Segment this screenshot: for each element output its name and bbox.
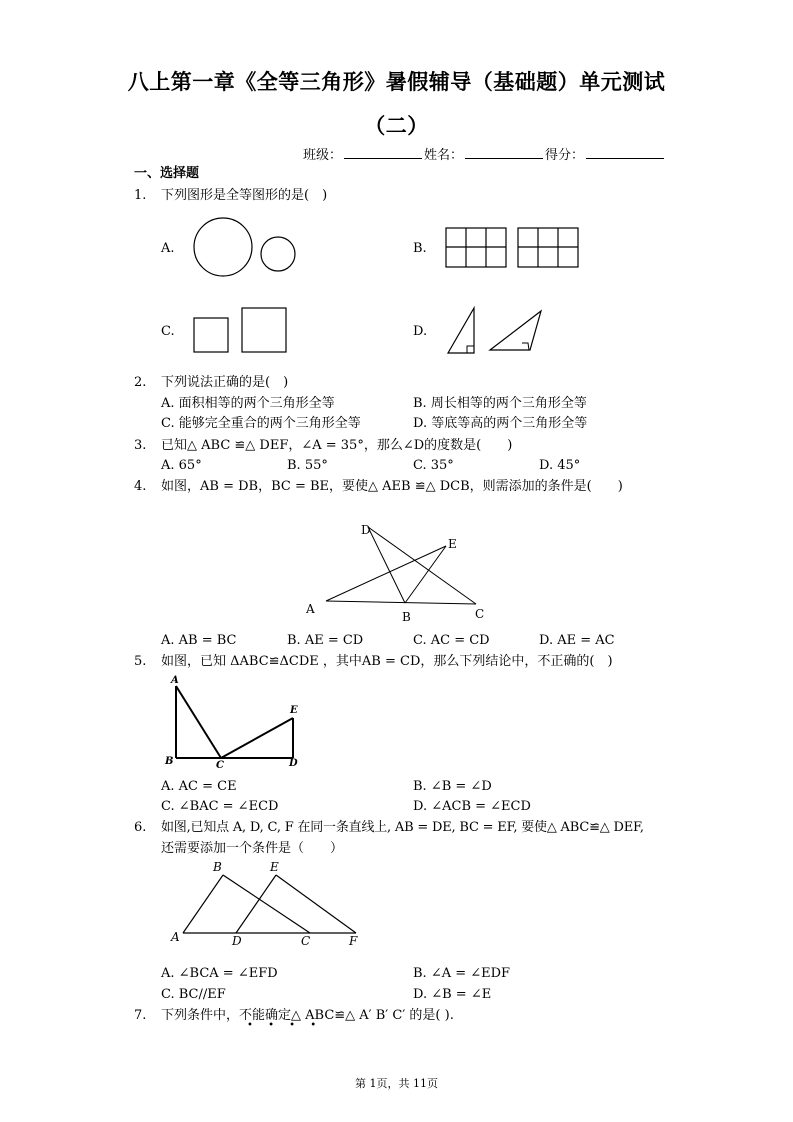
q1-number: 1. [134,188,147,203]
q7-text: 下列条件中，不能确定△ ABC≌△ A′ B′ C′ 的是( ). [161,1008,454,1023]
q6-option-a[interactable]: A. ∠BCA = ∠EFD [161,966,278,981]
q2-option-b[interactable]: B. 周长相等的两个三角形全等 [413,396,587,411]
q7-number: 7. [134,1008,147,1023]
q4-number: 4. [134,479,147,494]
q5-option-d[interactable]: D. ∠ACB = ∠ECD [413,799,531,814]
score-label: 得分： [545,148,585,163]
name-label: 姓名： [424,148,464,163]
class-label: 班级： [303,148,343,163]
q6-option-d[interactable]: D. ∠B = ∠E [413,987,492,1002]
q4-option-b[interactable]: B. AE = CD [287,633,364,648]
q1-text: 下列图形是全等图形的是( ) [161,188,328,203]
q5-option-a[interactable]: A. AC = CE [161,779,237,794]
q6-line-bc [223,875,310,933]
q5-label-e: E [290,705,298,716]
q5-number: 5. [134,654,147,669]
q6-label-d: D [232,934,242,948]
q3-option-c[interactable]: C. 35° [413,458,454,473]
q5-option-c[interactable]: C. ∠BAC = ∠ECD [161,799,279,814]
q5-label-d: D [289,758,298,769]
q4-label-b: B [402,610,411,624]
q4-option-d[interactable]: D. AE = AC [539,633,615,648]
q6-label-c: C [301,934,311,948]
q6-label-b: B [213,860,222,874]
q4-label-d: D [361,523,371,537]
q2-option-d[interactable]: D. 等底等高的两个三角形全等 [413,416,588,431]
q6-option-b[interactable]: B. ∠A = ∠EDF [413,966,511,981]
q6-line-ab [183,875,223,933]
q2-option-c[interactable]: C. 能够完全重合的两个三角形全等 [161,416,361,431]
q3-option-b[interactable]: B. 55° [287,458,328,473]
q6-label-e: E [270,860,279,874]
q2-number: 2. [134,375,147,390]
q4-label-c: C [475,607,485,621]
q5-label-c: C [216,760,224,771]
q1-option-a-label[interactable]: A. [161,241,175,256]
q4-label-a: A [306,602,315,616]
q6-number: 6. [134,820,147,835]
q4-text: 如图，AB = DB，BC = BE，要使△ AEB ≌△ DCB，则需添加的条件是( ) [161,479,623,494]
q2-text: 下列说法正确的是( ) [161,375,289,390]
q2-option-a[interactable]: A. 面积相等的两个三角形全等 [161,396,335,411]
q4-label-e: E [448,537,457,551]
q5-label-a: A [171,675,179,686]
q3-text: 已知△ ABC ≌△ DEF，∠A = 35°，那么∠D的度数是( ) [161,438,513,453]
page-subtitle: （二） [364,114,429,138]
q1-option-c-label[interactable]: C. [161,324,175,339]
q6-label-f: F [349,934,358,948]
q6-text-line2: 还需要添加一个条件是（ ） [161,841,344,856]
q1-option-d-label[interactable]: D. [413,324,428,339]
page-title: 八上第一章《全等三角形》暑假辅导（基础题）单元测试 [127,70,666,94]
q6-option-c[interactable]: C. BC//EF [161,987,226,1002]
page-footer: 第 1页，共 11页 [355,1077,438,1090]
q6-label-a: A [171,930,180,944]
q7-emphasis-dots: • • • • [247,1020,323,1031]
q4-option-a[interactable]: A. AB = BC [161,633,237,648]
q5-option-b[interactable]: B. ∠B = ∠D [413,779,492,794]
q1-option-b-label[interactable]: B. [413,241,427,256]
q3-option-a[interactable]: A. 65° [161,458,202,473]
q3-option-d[interactable]: D. 45° [539,458,581,473]
q6-line-ef [276,875,356,933]
q5-label-b: B [165,756,174,767]
q6-text: 如图,已知点 A, D, C, F 在同一条直线上, AB = DE, BC = EF, 要使△ ABC≌△ DEF, [161,820,644,835]
section-heading: 一、选择题 [134,166,200,181]
q3-number: 3. [134,438,147,453]
q6-line-de [236,875,276,933]
q4-option-c[interactable]: C. AC = CD [413,633,490,648]
q5-text: 如图，已知 ΔABC≌ΔCDE ，其中AB = CD，那么下列结论中，不正确的( ) [161,654,613,669]
